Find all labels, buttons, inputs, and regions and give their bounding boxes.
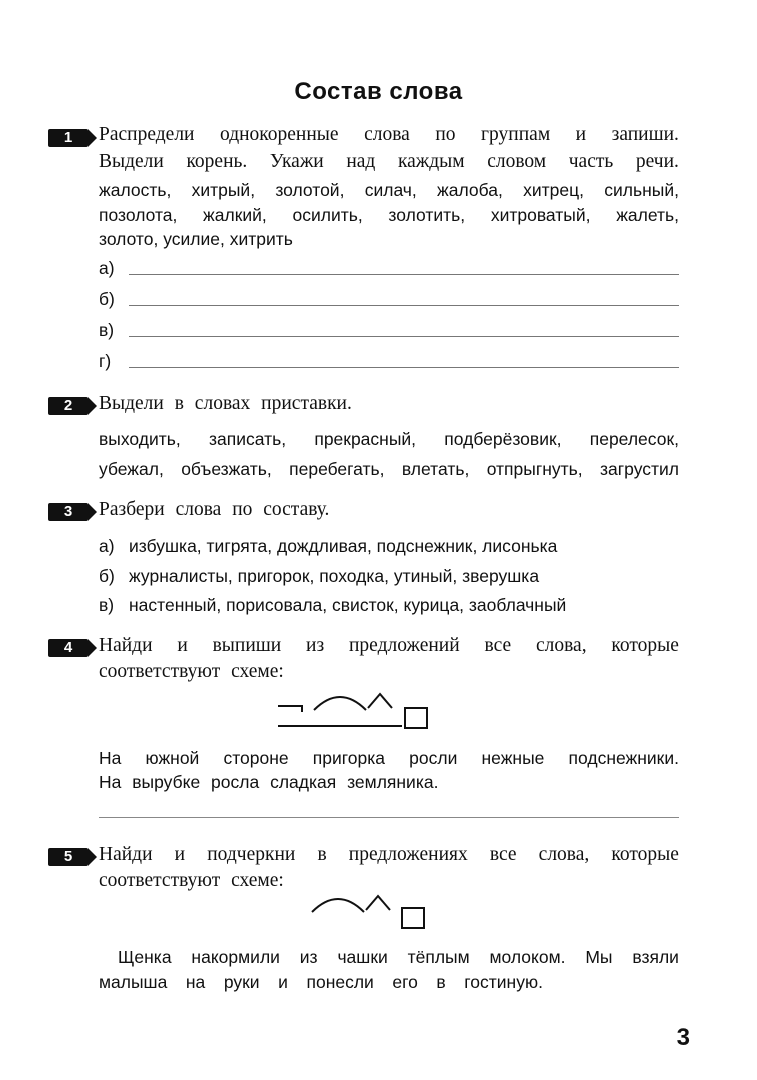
parse-item-b	[99, 566, 659, 587]
word: Мы	[585, 947, 613, 967]
task-number-badge: 5	[48, 848, 88, 866]
word: часть	[568, 151, 614, 172]
answer-line[interactable]	[99, 817, 679, 818]
word: слова,	[535, 635, 587, 656]
word: из	[306, 635, 325, 656]
answer-line-b[interactable]	[99, 289, 679, 315]
item-words: настенный, порисовала, свисток, курица, заоблачный	[129, 595, 567, 615]
word: жалкий,	[203, 205, 267, 225]
word: которые	[611, 635, 679, 656]
word: предложениях	[348, 844, 468, 865]
word: подчеркни	[207, 844, 296, 865]
word: Укажи	[269, 151, 324, 172]
word: влетать,	[401, 459, 470, 479]
word: в	[436, 972, 446, 992]
word: которые	[611, 844, 679, 865]
word-list	[99, 429, 679, 450]
answer-label: г)	[99, 351, 112, 371]
word: хитроватый,	[490, 205, 591, 225]
word: прекрасный,	[314, 429, 417, 449]
item-label: в)	[99, 595, 115, 615]
word: стороне	[223, 748, 289, 768]
task-text	[99, 748, 679, 769]
word: все	[484, 635, 512, 656]
item-label: б)	[99, 566, 115, 586]
word: и	[174, 844, 186, 865]
word: силач,	[364, 180, 417, 200]
task-number-badge: 2	[48, 397, 88, 415]
answer-label: а)	[99, 258, 115, 278]
answer-line-a[interactable]	[99, 258, 679, 284]
word: корень.	[186, 151, 248, 172]
word: каждым	[397, 151, 465, 172]
page-title: Состав слова	[294, 78, 463, 105]
word: и	[575, 124, 587, 145]
item-words: избушка, тигрята, дождливая, подснежник, лисонька	[129, 536, 558, 556]
word: отпрыгнуть,	[486, 459, 583, 479]
word: жалоба,	[437, 180, 503, 200]
word: записать,	[209, 429, 287, 449]
word-scheme-prefix-root-suffix-ending-icon	[274, 686, 434, 732]
word: загрустил	[600, 459, 679, 479]
task-text	[99, 972, 543, 993]
word: и	[278, 972, 288, 992]
word: жалость,	[99, 180, 172, 200]
word: подснежники.	[568, 748, 679, 768]
word: подберёзовик,	[444, 429, 562, 449]
word: осилить,	[292, 205, 363, 225]
word: молоком.	[489, 947, 566, 967]
word: южной	[145, 748, 200, 768]
word: в	[317, 844, 327, 865]
task-instruction	[99, 635, 679, 657]
word-list	[99, 459, 679, 480]
word: группам	[481, 124, 551, 145]
task-instruction: соответствуют схеме:	[99, 661, 284, 682]
word: Найди	[99, 844, 153, 865]
word: взяли	[632, 947, 679, 967]
task-instruction: Выдели в словах приставки.	[99, 393, 352, 414]
word: по	[435, 124, 456, 145]
word: пригорка	[312, 748, 386, 768]
word: гостиную.	[464, 972, 543, 992]
word: руки	[223, 972, 260, 992]
parse-item-v	[99, 595, 659, 616]
word: чашки	[337, 947, 388, 967]
word: на	[185, 972, 206, 992]
task-number-badge: 3	[48, 503, 88, 521]
word: убежал,	[99, 459, 164, 479]
answer-label: б)	[99, 289, 115, 309]
task-number-badge: 1	[48, 129, 88, 147]
task-instruction	[99, 151, 679, 173]
word: накормили	[191, 947, 280, 967]
word: слова	[364, 124, 410, 145]
word: Найди	[99, 635, 153, 656]
word: все	[489, 844, 517, 865]
task-text	[118, 947, 679, 968]
word: перелесок,	[589, 429, 679, 449]
task-instruction	[99, 124, 679, 146]
task-instruction: Разбери слова по составу.	[99, 499, 330, 520]
word: золотить,	[388, 205, 466, 225]
word: золотой,	[275, 180, 345, 200]
word: Щенка	[118, 947, 172, 967]
item-words: журналисты, пригорок, походка, утиный, зверушка	[129, 566, 540, 586]
answer-line-g[interactable]	[99, 351, 679, 377]
word: Распредели	[99, 124, 195, 145]
word: словом	[487, 151, 547, 172]
task-number-badge: 4	[48, 639, 88, 657]
word: слова,	[538, 844, 590, 865]
word: его	[392, 972, 418, 992]
word: жалеть,	[616, 205, 679, 225]
word: нежные	[481, 748, 545, 768]
word: сильный,	[604, 180, 679, 200]
word: над	[346, 151, 376, 172]
answer-line-v[interactable]	[99, 320, 679, 346]
word: выходить,	[99, 429, 181, 449]
word: предложений	[349, 635, 460, 656]
word: однокоренные	[220, 124, 339, 145]
word: речи.	[635, 151, 679, 172]
task-text: На вырубке росла сладкая земляника.	[99, 772, 439, 792]
word: хитрый,	[191, 180, 256, 200]
word-list	[99, 205, 679, 226]
word: перебегать,	[289, 459, 385, 479]
word: позолота,	[99, 205, 178, 225]
item-label: а)	[99, 536, 115, 556]
word: понесли	[306, 972, 374, 992]
word: из	[299, 947, 318, 967]
answer-label: в)	[99, 320, 115, 340]
word-scheme-root-suffix-ending-icon	[306, 888, 436, 930]
parse-item-a	[99, 536, 659, 557]
word: тёплым	[407, 947, 470, 967]
task-instruction: соответствуют схеме:	[99, 870, 284, 891]
word: выпиши	[212, 635, 282, 656]
word: росли	[409, 748, 458, 768]
word: запиши.	[611, 124, 679, 145]
page-number: 3	[676, 1024, 690, 1051]
word-list: золото, усилие, хитрить	[99, 229, 293, 249]
word: и	[177, 635, 188, 656]
word: На	[99, 748, 122, 768]
word: хитрец,	[523, 180, 584, 200]
word: Выдели	[99, 151, 164, 172]
word-list	[99, 180, 679, 201]
task-instruction	[99, 844, 679, 866]
word: малыша	[99, 972, 168, 992]
word: объезжать,	[181, 459, 272, 479]
